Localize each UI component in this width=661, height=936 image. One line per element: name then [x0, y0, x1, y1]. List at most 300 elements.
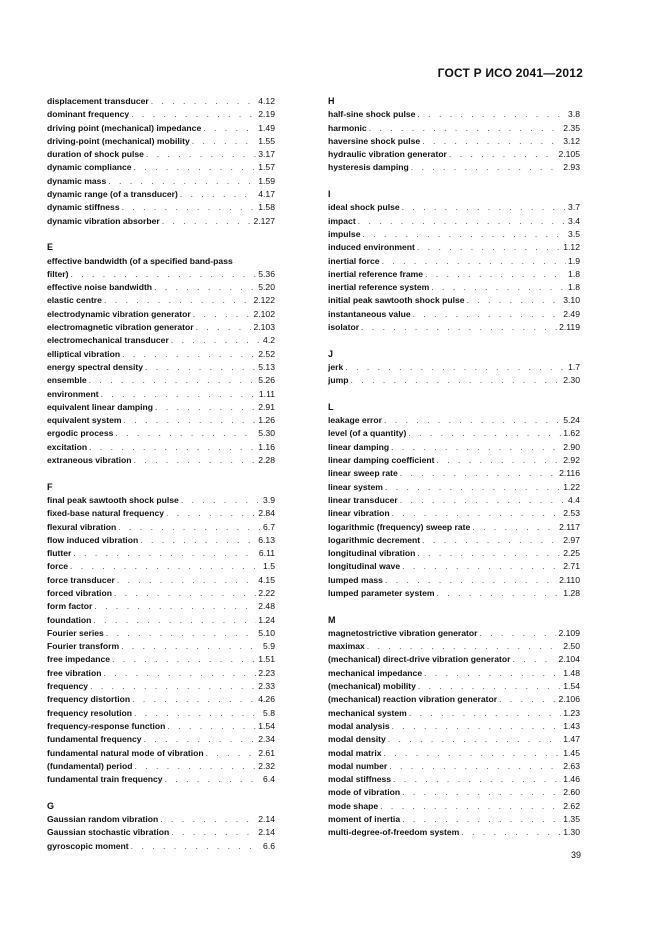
term-reference: 2.60: [563, 787, 580, 798]
index-term: dynamic stiffness: [47, 202, 120, 213]
term-reference: 5.8: [263, 707, 275, 718]
index-entry: [328, 760, 580, 773]
index-term: filter): [47, 268, 69, 279]
index-entry: [47, 840, 275, 853]
leader-dots: [402, 201, 566, 214]
index-term: electromechanical transducer: [47, 335, 169, 346]
term-reference: 4.15: [258, 574, 275, 585]
term-reference: 2.109: [558, 627, 580, 638]
term-reference: 2.62: [563, 800, 580, 811]
leader-dots: [144, 733, 257, 746]
leader-dots: [467, 294, 562, 307]
index-entry: [47, 707, 275, 720]
index-term: modal stiffness: [328, 774, 392, 785]
leader-dots: [193, 308, 252, 321]
term-reference: 4.4: [568, 494, 580, 505]
index-entry: [47, 813, 275, 826]
index-term: dynamic mass: [47, 175, 107, 186]
term-reference: 2.63: [563, 760, 580, 771]
term-reference: 1.35: [563, 814, 580, 825]
index-entry: [47, 427, 275, 440]
section-letter: J: [328, 348, 334, 359]
term-reference: 2.19: [258, 109, 275, 120]
term-reference: 1.45: [563, 747, 580, 758]
index-entry: [328, 122, 580, 135]
index-term: hysteresis damping: [328, 162, 409, 173]
index-entry: [47, 201, 275, 214]
index-term: effective noise bandwidth: [47, 282, 153, 293]
leader-dots: [117, 574, 256, 587]
section-letter: G: [47, 800, 55, 811]
index-term: inertial reference frame: [328, 268, 424, 279]
index-term: dynamic range (of a transducer): [47, 189, 178, 200]
leader-dots: [402, 813, 561, 826]
leader-dots: [166, 507, 256, 520]
index-entry: [47, 294, 275, 307]
leader-dots: [389, 760, 561, 773]
leader-dots: [171, 334, 261, 347]
index-entry: [328, 241, 580, 254]
index-entry: [47, 95, 275, 108]
index-entry: [328, 308, 580, 321]
term-reference: 2.97: [563, 534, 580, 545]
index-term: fundamental natural mode of vibration: [47, 747, 204, 758]
index-term: lumped mass: [328, 574, 383, 585]
index-term: equivalent linear damping: [47, 401, 154, 412]
term-reference: 1.58: [258, 202, 275, 213]
term-reference: 1.55: [258, 135, 275, 146]
leader-dots: [180, 188, 256, 201]
term-reference: 1.9: [568, 255, 580, 266]
section-letter: H: [328, 96, 335, 106]
term-reference: 2.28: [258, 455, 275, 466]
term-reference: 1.24: [258, 614, 275, 625]
term-reference: 2.34: [258, 734, 275, 745]
index-term: free vibration: [47, 667, 102, 678]
index-term: logarithmic decrement: [328, 534, 421, 545]
leader-dots: [479, 627, 556, 640]
leader-dots: [181, 494, 261, 507]
index-entry: [328, 228, 580, 241]
leader-dots: [392, 507, 562, 520]
index-term: magnetostrictive vibration generator: [328, 627, 478, 638]
leader-dots: [134, 760, 256, 773]
leader-dots: [192, 135, 257, 148]
term-reference: 1.51: [258, 654, 275, 665]
leader-dots: [449, 148, 557, 161]
index-term: impact: [328, 215, 356, 226]
index-term: isolator: [328, 322, 360, 333]
index-term: dynamic vibration absorber: [47, 215, 160, 226]
index-term: foundation: [47, 614, 92, 625]
section-gap: [328, 175, 580, 188]
leader-dots: [122, 201, 257, 214]
index-term: ergodic process: [47, 428, 114, 439]
index-term: force transducer: [47, 574, 115, 585]
index-entry: [47, 494, 275, 507]
index-term: modal density: [328, 734, 386, 745]
index-entry: [47, 587, 275, 600]
index-entry: [47, 215, 275, 228]
term-reference: 5.13: [258, 361, 275, 372]
term-reference: 2.33: [258, 681, 275, 692]
index-entry: [328, 680, 580, 693]
term-reference: 1.23: [563, 707, 580, 718]
index-term: jerk: [328, 361, 344, 372]
term-reference: 1.59: [258, 175, 275, 186]
leader-dots: [106, 627, 256, 640]
term-reference: 5.26: [258, 375, 275, 386]
term-reference: 1.46: [563, 774, 580, 785]
index-entry: [328, 161, 580, 174]
index-term: harmonic: [328, 122, 367, 133]
index-entry: [47, 627, 275, 640]
index-entry: [328, 201, 580, 214]
index-term: equivalent system: [47, 415, 122, 426]
index-entry: [47, 334, 275, 347]
section-gap: [328, 600, 580, 613]
index-term: linear sweep rate: [328, 468, 398, 479]
leader-dots: [411, 161, 562, 174]
leader-dots: [93, 614, 256, 627]
term-reference: 2.117: [559, 521, 580, 532]
index-term: frequency resolution: [47, 707, 132, 718]
index-term: linear damping: [328, 441, 390, 452]
term-reference: 5.30: [258, 428, 275, 439]
index-term: duration of shock pulse: [47, 149, 144, 160]
leader-dots: [461, 826, 561, 839]
leader-dots: [358, 215, 566, 228]
index-term: gyroscopic moment: [47, 840, 129, 851]
leader-dots: [155, 401, 256, 414]
term-reference: 1.26: [258, 415, 275, 426]
leader-dots: [122, 348, 256, 361]
index-entry: [328, 135, 580, 148]
leader-dots: [115, 427, 256, 440]
leader-dots: [380, 800, 561, 813]
term-reference: 1.11: [258, 388, 275, 399]
document-header: ГОСТ Р ИСО 2041—2012: [437, 66, 583, 80]
index-entry: [47, 401, 275, 414]
index-entry: [328, 481, 580, 494]
index-entry: [328, 427, 580, 440]
index-term: modal analysis: [328, 720, 390, 731]
index-term: (mechanical) mobility: [328, 681, 416, 692]
index-term: leakage error: [328, 415, 382, 426]
index-term: modal number: [328, 760, 388, 771]
index-entry: [328, 294, 580, 307]
index-entry: [328, 800, 580, 813]
leader-dots: [134, 707, 261, 720]
term-reference: 2.49: [563, 308, 580, 319]
index-term: haversine shock pulse: [328, 135, 421, 146]
index-term: displacement transducer: [47, 96, 149, 106]
index-term: linear system: [328, 481, 383, 492]
term-reference: 2.106: [558, 694, 580, 705]
index-term: linear damping coefficient: [328, 455, 435, 466]
leader-dots: [112, 653, 256, 666]
term-reference: 2.122: [253, 295, 275, 306]
section-letter: M: [328, 614, 336, 625]
index-entry: [47, 640, 275, 653]
index-term: half-sine shock pulse: [328, 109, 416, 120]
index-entry: [328, 813, 580, 826]
index-term: flow induced vibration: [47, 534, 139, 545]
term-reference: 2.71: [563, 561, 580, 572]
index-term: electromagnetic vibration generator: [47, 322, 194, 333]
leader-dots: [140, 534, 256, 547]
index-entry: [328, 441, 580, 454]
term-reference: 2.50: [563, 641, 580, 652]
term-reference: 2.90: [563, 441, 580, 452]
leader-dots: [437, 587, 562, 600]
term-reference: 5.20: [258, 282, 275, 293]
leader-dots: [431, 281, 566, 294]
section-gap: [328, 334, 580, 347]
index-term: free impedance: [47, 654, 111, 665]
index-term: maximax: [328, 641, 365, 652]
term-reference: 2.104: [558, 654, 580, 665]
index-term: instantaneous value: [328, 308, 411, 319]
index-term: fixed-base natural frequency: [47, 508, 165, 519]
index-term: hydraulic vibration generator: [328, 149, 447, 160]
index-term: linear transducer: [328, 494, 398, 505]
term-reference: 1.28: [563, 587, 580, 598]
leader-dots: [391, 441, 561, 454]
term-reference: 2.127: [253, 215, 275, 226]
leader-dots: [73, 547, 257, 560]
index-entry: [47, 361, 275, 374]
index-term: frequency-response function: [47, 720, 166, 731]
index-term: final peak sawtooth shock pulse: [47, 494, 179, 505]
term-reference: 1.16: [258, 441, 275, 452]
index-entry: [47, 268, 275, 281]
leader-dots: [89, 441, 256, 454]
term-reference: 2.84: [258, 508, 275, 519]
index-entry: [328, 467, 580, 480]
index-entry: [328, 786, 580, 799]
term-reference: 3.17: [258, 149, 275, 160]
leader-dots: [422, 135, 561, 148]
leader-dots: [151, 95, 257, 108]
leader-dots: [425, 268, 566, 281]
index-term: driving point (mechanical) impedance: [47, 122, 202, 133]
index-entry: [47, 574, 275, 587]
term-reference: 1.54: [258, 720, 275, 731]
index-entry: [328, 627, 580, 640]
index-entry: [47, 374, 275, 387]
term-reference: 4.12: [258, 96, 275, 106]
index-entry: [328, 733, 580, 746]
index-entry: [328, 587, 580, 600]
index-entry: [47, 441, 275, 454]
term-reference: 3.5: [568, 228, 580, 239]
term-reference: 1.5: [263, 561, 275, 572]
term-reference: 1.8: [568, 282, 580, 293]
term-reference: 2.14: [258, 827, 275, 838]
index-term: inertial reference system: [328, 282, 430, 293]
index-entry: [47, 614, 275, 627]
index-term: energy spectral density: [47, 361, 144, 372]
leader-dots: [146, 148, 256, 161]
index-entry: [47, 826, 275, 839]
section-gap: [47, 786, 275, 799]
leader-dots: [89, 374, 257, 387]
index-entry: [328, 414, 580, 427]
index-term: induced environment: [328, 242, 415, 253]
section-gap: [47, 228, 275, 241]
leader-dots: [132, 693, 256, 706]
leader-dots: [408, 427, 561, 440]
leader-dots: [90, 680, 256, 693]
leader-dots: [134, 454, 257, 467]
term-reference: 1.30: [563, 827, 580, 838]
term-reference: 2.30: [563, 375, 580, 386]
index-entry: [328, 108, 580, 121]
index-entry: [328, 707, 580, 720]
index-entry: [328, 281, 580, 294]
index-term: mode shape: [328, 800, 379, 811]
index-entry: [328, 494, 580, 507]
index-term: mode of vibration: [328, 787, 401, 798]
term-reference: 2.61: [258, 747, 275, 758]
term-reference: 3.10: [563, 295, 580, 306]
index-term: logarithmic (frequency) sweep rate: [328, 521, 471, 532]
index-entry: [328, 255, 580, 268]
leader-dots: [103, 667, 256, 680]
index-term: impulse: [328, 228, 361, 239]
index-entry: [328, 560, 580, 573]
leader-dots: [162, 215, 252, 228]
term-reference: 4.26: [258, 694, 275, 705]
term-reference: 2.119: [559, 322, 580, 333]
index-entry: [328, 747, 580, 760]
leader-dots: [134, 161, 257, 174]
leader-dots: [417, 241, 561, 254]
index-entry: [47, 308, 275, 321]
index-term: level (of a quantity): [328, 428, 407, 439]
term-reference: 3.4: [568, 215, 580, 226]
index-term: electrodynamic vibration generator: [47, 308, 191, 319]
index-entry: [328, 720, 580, 733]
index-term: elliptical vibration: [47, 348, 121, 359]
index-entry: [47, 281, 275, 294]
index-term: forced vibration: [47, 587, 112, 598]
index-entry: [47, 321, 275, 334]
index-term: frequency distortion: [47, 694, 131, 705]
term-reference: 2.25: [563, 548, 580, 559]
term-reference: 2.53: [563, 508, 580, 519]
leader-dots: [367, 640, 561, 653]
term-reference: 3.8: [568, 109, 580, 120]
leader-dots: [203, 122, 256, 135]
term-reference: 1.8: [568, 268, 580, 279]
index-entry: [47, 693, 275, 706]
index-column-right: [328, 95, 580, 840]
index-entry: [47, 720, 275, 733]
index-term: fundamental frequency: [47, 734, 142, 745]
index-term: inertial force: [328, 255, 380, 266]
leader-dots: [413, 308, 562, 321]
index-term: longitudinal wave: [328, 561, 401, 572]
index-entry: [328, 215, 580, 228]
term-reference: 1.57: [258, 162, 275, 173]
index-entry: [328, 574, 580, 587]
index-entry: [47, 667, 275, 680]
index-entry: [47, 122, 275, 135]
index-entry: [47, 161, 275, 174]
term-reference: 2.52: [258, 348, 275, 359]
term-reference: 5.9: [263, 641, 275, 652]
index-entry: [328, 773, 580, 786]
index-term: excitation: [47, 441, 88, 452]
leader-dots: [206, 747, 257, 760]
index-entry: [47, 255, 275, 268]
leader-dots: [167, 720, 256, 733]
index-entry: [328, 321, 580, 334]
index-entry: [47, 348, 275, 361]
term-reference: 2.14: [258, 814, 275, 825]
index-term: modal matrix: [328, 747, 382, 758]
term-reference: 4.2: [263, 335, 275, 346]
leader-dots: [345, 361, 566, 374]
index-term: moment of inertia: [328, 814, 401, 825]
leader-dots: [124, 414, 257, 427]
term-reference: 2.48: [258, 601, 275, 612]
leader-dots: [121, 640, 261, 653]
index-term: (mechanical) reaction vibration generator: [328, 694, 498, 705]
term-reference: 2.23: [258, 667, 275, 678]
term-reference: 6.7: [263, 521, 275, 532]
leader-dots: [118, 521, 261, 534]
index-term: dominant frequency: [47, 109, 130, 120]
leader-dots: [417, 547, 561, 560]
index-term: lumped parameter system: [328, 587, 435, 598]
index-entry: [328, 454, 580, 467]
leader-dots: [382, 255, 566, 268]
index-entry: [47, 108, 275, 121]
index-entry: [47, 600, 275, 613]
leader-dots: [131, 840, 261, 853]
index-term: effective bandwidth (of a specified band-pass: [47, 255, 233, 266]
term-reference: 2.105: [558, 149, 580, 160]
index-entry: [47, 388, 275, 401]
term-reference: 1.49: [258, 122, 275, 133]
leader-dots: [499, 693, 556, 706]
leader-dots: [94, 600, 256, 613]
section-letter: L: [328, 401, 334, 412]
index-entry: [328, 521, 580, 534]
index-term: mechanical system: [328, 707, 407, 718]
index-term: extraneous vibration: [47, 455, 132, 466]
index-entry: [47, 547, 275, 560]
leader-dots: [402, 560, 561, 573]
leader-dots: [422, 534, 561, 547]
index-column-left: [47, 95, 275, 853]
leader-dots: [108, 175, 256, 188]
index-term: dynamic compliance: [47, 162, 132, 173]
leader-dots: [362, 228, 566, 241]
term-reference: 2.22: [258, 587, 275, 598]
section-letter: F: [47, 481, 53, 492]
index-entry: [328, 374, 580, 387]
index-entry: [47, 414, 275, 427]
leader-dots: [369, 122, 562, 135]
term-reference: 2.35: [563, 122, 580, 133]
term-reference: 6.4: [263, 774, 275, 785]
leader-dots: [160, 813, 256, 826]
index-entry: [328, 667, 580, 680]
